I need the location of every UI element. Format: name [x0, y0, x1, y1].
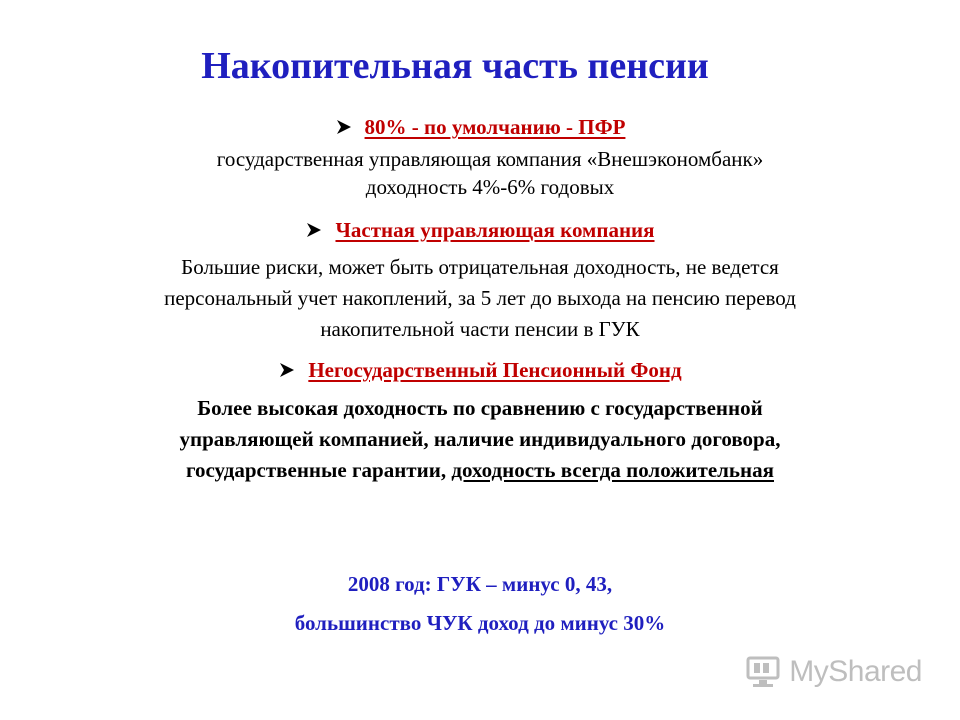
- body-line: государственная управляющая компания «Внешэкономбанк»: [216, 147, 764, 171]
- bullet-heading-private: [0, 217, 960, 243]
- bullet-heading-text: Негосударственный Пенсионный Фонд: [308, 358, 682, 382]
- monitor-logo-icon: [745, 654, 783, 690]
- slide-title: Накопительная часть пенсии: [201, 45, 709, 87]
- bullet-heading-pfr: [0, 114, 960, 140]
- bullet-body-npf: [40, 393, 920, 486]
- body-line: [40, 455, 920, 486]
- body-line-text: государственные гарантии,: [185, 458, 452, 482]
- bullet-body-private: [40, 252, 920, 345]
- arrow-bullet-icon: [335, 118, 353, 136]
- watermark-text: MyShared: [789, 655, 922, 688]
- arrow-bullet-icon: [278, 361, 296, 379]
- body-line: Большие риски, может быть отрицательная доходность, не ведется: [181, 255, 779, 279]
- body-line: накопительной части пенсии в ГУК: [320, 317, 640, 341]
- body-line: Более высокая доходность по сравнению с государственной: [197, 396, 763, 420]
- arrow-bullet-icon: [305, 221, 323, 239]
- bullet-heading-text: Частная управляющая компания: [335, 218, 655, 242]
- summary-line-2: большинство ЧУК доход до минус 30%: [294, 611, 666, 635]
- bullet-heading-npf: [0, 357, 960, 383]
- body-line: персональный учет накоплений, за 5 лет до выхода на пенсию перевод: [164, 286, 796, 310]
- bullet-heading-text: 80% - по умолчанию - ПФР: [364, 115, 626, 139]
- watermark: [745, 652, 922, 692]
- body-line: доходность 4%-6% годовых: [365, 175, 615, 199]
- summary-line-1: 2008 год: ГУК – минус 0, 43,: [347, 572, 613, 596]
- underlined-emphasis: доходность всегда положительная: [451, 458, 774, 482]
- body-line: управляющей компанией, наличие индивидуального договора,: [179, 427, 781, 451]
- bullet-body-pfr: [60, 145, 920, 201]
